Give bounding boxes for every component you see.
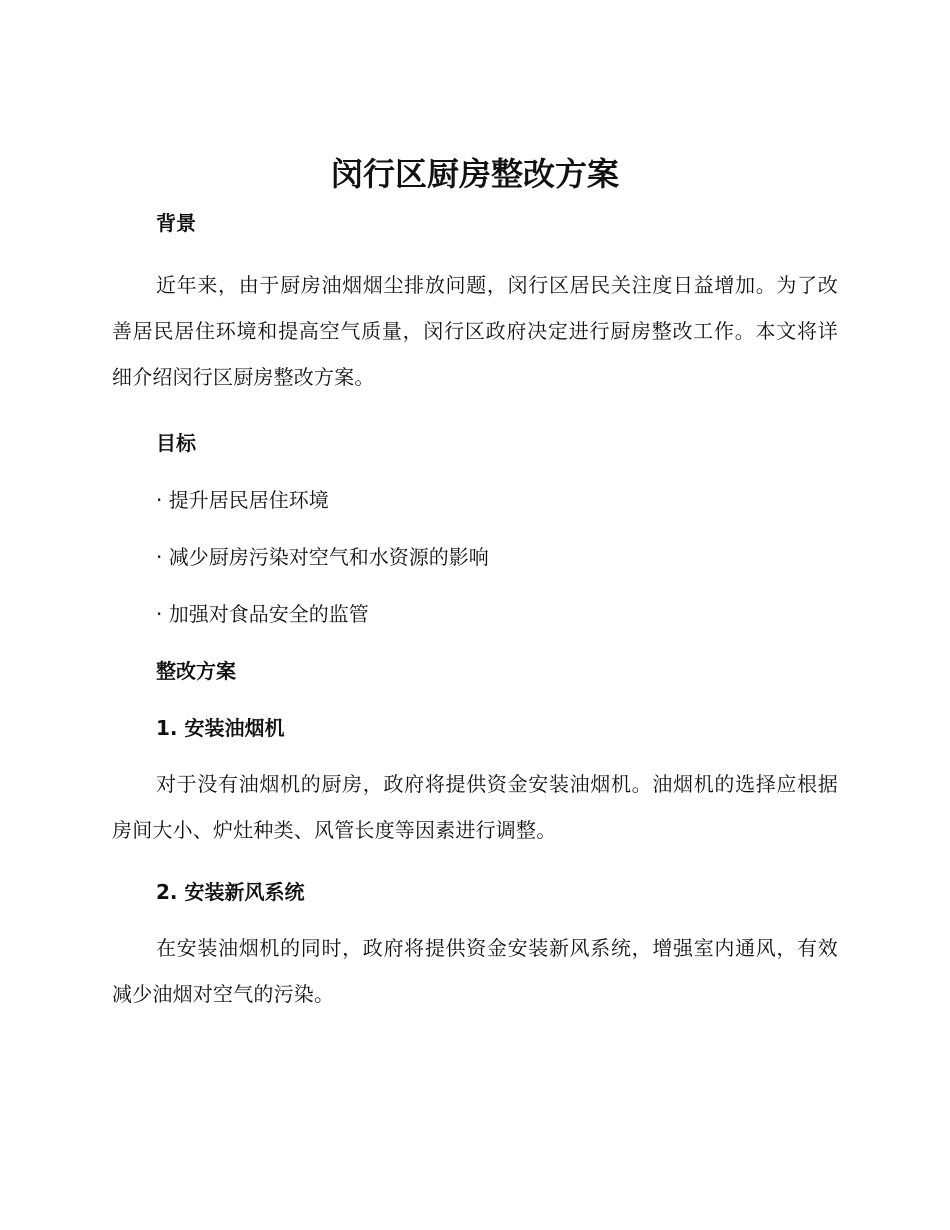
plan-step-paragraph-range-hood: 对于没有油烟机的厨房，政府将提供资金安装油烟机。油烟机的选择应根据房间大小、炉灶种类、风管长度等因素进行调整。: [112, 772, 838, 842]
goal-item: · 加强对食品安全的监管: [156, 602, 369, 626]
goal-item: · 提升居民居住环境: [156, 488, 329, 512]
plan-step-paragraph-fresh-air: 在安装油烟机的同时，政府将提供资金安装新风系统，增强室内通风，有效减少油烟对空气的污染。: [112, 936, 838, 1006]
background-paragraph: 近年来，由于厨房油烟烟尘排放问题，闵行区居民关注度日益增加。为了改善居民居住环境和提高空气质量，闵行区政府决定进行厨房整改工作。本文将详细介绍闵行区厨房整改方案。: [112, 273, 838, 389]
section-heading-plan: 整改方案: [156, 659, 236, 683]
document-title: 闵行区厨房整改方案: [330, 155, 619, 193]
section-heading-goals: 目标: [156, 431, 196, 455]
plan-step-heading-range-hood: 1. 安装油烟机: [156, 716, 285, 740]
section-heading-background: 背景: [156, 211, 196, 235]
plan-step-heading-fresh-air: 2. 安装新风系统: [156, 880, 305, 904]
goal-item: · 减少厨房污染对空气和水资源的影响: [156, 545, 489, 569]
